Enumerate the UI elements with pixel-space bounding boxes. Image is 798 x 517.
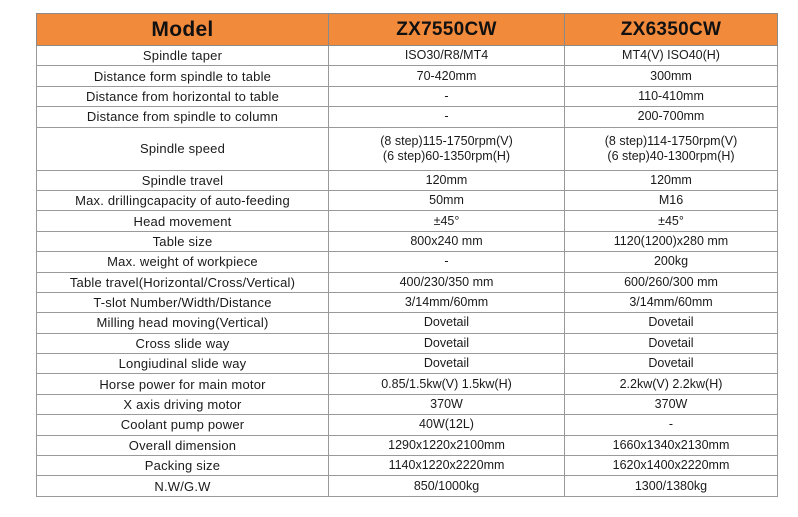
spec-value-line: 2.2kw(V) 2.2kw(H) [619,376,723,391]
spec-label: Overall dimension [37,435,329,455]
spec-value-zx7550cw [329,456,565,476]
spec-value-line: - [444,109,449,124]
spec-value-line: 3/14mm/60mm [404,295,489,310]
spec-table-container [36,13,777,497]
spec-value-line: 70-420mm [416,68,477,83]
table-row [37,394,778,414]
spec-value-zx7550cw [329,333,565,353]
table-row [37,476,778,496]
spec-value-line: Dovetail [423,315,470,330]
spec-value-zx6350cw [565,476,778,496]
spec-value-line: 1290x1220x2100mm [388,437,505,452]
spec-value-line: MT4(V) ISO40(H) [622,48,720,63]
spec-value-line: - [668,417,674,432]
table-row [37,107,778,127]
table-row [37,231,778,251]
spec-label: Spindle taper [37,46,329,66]
spec-label: N.W/G.W [37,476,329,496]
header-model-label: Model [37,14,329,46]
spec-label: Packing size [37,456,329,476]
spec-value-line: 800x240 mm [410,233,483,248]
spec-value-zx6350cw [565,211,778,231]
spec-value-line: Dovetail [423,335,470,350]
spec-label: Longiudinal slide way [37,354,329,374]
table-row [37,435,778,455]
spec-value-zx6350cw [565,313,778,333]
table-row [37,374,778,394]
spec-value-zx6350cw [565,86,778,106]
spec-value-line: ±45° [658,213,684,228]
spec-value-zx6350cw [565,107,778,127]
spec-value-zx7550cw [329,46,565,66]
spec-value-zx6350cw [565,272,778,292]
table-row [37,66,778,86]
spec-value-zx7550cw [329,313,565,333]
spec-label: Table travel(Horizontal/Cross/Vertical) [37,272,329,292]
spec-value-zx7550cw [329,252,565,272]
spec-label: Cross slide way [37,333,329,353]
spec-value-line: 300mm [650,68,692,83]
spec-value-zx7550cw [329,86,565,106]
spec-value-line: Dovetail [423,356,470,371]
spec-value-line: (6 step)40-1300rpm(H) [607,148,735,163]
spec-value-zx7550cw [329,476,565,496]
spec-label: X axis driving motor [37,394,329,414]
spec-value-zx6350cw [565,394,778,414]
spec-value-line: Dovetail [648,356,694,371]
spec-value-line: 1120(1200)x280 mm [613,233,729,248]
spec-value-line: Dovetail [648,315,694,330]
spec-value-line: - [444,88,449,103]
spec-value-zx7550cw [329,231,565,251]
spec-label: Spindle travel [37,170,329,190]
spec-value-zx6350cw [565,435,778,455]
spec-value-zx7550cw [329,272,565,292]
table-row [37,415,778,435]
table-row [37,292,778,312]
spec-value-line: 200kg [653,254,689,269]
spec-value-line: M16 [658,193,684,208]
spec-label: T-slot Number/Width/Distance [37,292,329,312]
spec-value-zx7550cw [329,190,565,210]
spec-value-line: 200-700mm [637,109,705,124]
spec-value-zx6350cw [565,292,778,312]
spec-label: Table size [37,231,329,251]
spec-value-line: 1140x1220x2220mm [388,458,505,473]
table-row [37,211,778,231]
spec-value-zx6350cw [565,170,778,190]
spec-value-line: 40W(12L) [419,417,474,432]
spec-value-zx7550cw [329,394,565,414]
spec-value-zx7550cw [329,170,565,190]
spec-value-line: 1300/1380kg [634,478,708,493]
table-row [37,46,778,66]
spec-label: Distance from spindle to column [37,107,329,127]
spec-value-zx6350cw [565,354,778,374]
spec-value-line: 110-410mm [638,88,704,103]
spec-value-zx7550cw [329,292,565,312]
spec-value-zx6350cw [565,66,778,86]
spec-label: Max. drillingcapacity of auto-feeding [37,190,329,210]
spec-label: Head movement [37,211,329,231]
spec-label: Distance form spindle to table [37,66,329,86]
spec-value-line: 3/14mm/60mm [629,295,713,310]
spec-value-line: 1620x1400x2220mm [612,458,730,473]
spec-value-line: 50mm [429,193,464,208]
spec-value-line: 600/260/300 mm [624,274,718,289]
spec-label: Spindle speed [37,127,329,170]
spec-value-zx7550cw [329,374,565,394]
spec-value-line: 370W [654,397,688,412]
header-model-a: ZX7550CW [329,14,565,46]
header-row [37,14,778,46]
spec-label: Max. weight of workpiece [37,252,329,272]
spec-label: Horse power for main motor [37,374,329,394]
table-row [37,86,778,106]
table-row [37,190,778,210]
table-row [37,354,778,374]
spec-value-zx6350cw [565,415,778,435]
spec-value-line: 1660x1340x2130mm [612,437,730,452]
spec-value-zx6350cw [565,374,778,394]
spec-value-zx6350cw [565,333,778,353]
spec-value-line: ±45° [433,213,460,228]
spec-table-body [37,46,778,497]
spec-value-line: Dovetail [648,335,694,350]
spec-value-zx6350cw [565,127,778,170]
spec-value-line: 120mm [650,172,692,187]
spec-value-line: (8 step)115-1750rpm(V) [380,133,513,148]
spec-label: Milling head moving(Vertical) [37,313,329,333]
spec-value-line: ISO30/R8/MT4 [404,48,489,63]
spec-value-zx7550cw [329,66,565,86]
table-row [37,456,778,476]
spec-value-zx7550cw [329,415,565,435]
spec-value-zx6350cw [565,456,778,476]
table-row [37,127,778,170]
spec-value-line: 850/1000kg [413,478,480,493]
spec-value-zx6350cw [565,252,778,272]
spec-value-zx6350cw [565,46,778,66]
table-row [37,333,778,353]
spec-table [36,13,778,497]
spec-value-line: 370W [430,397,463,412]
spec-value-zx6350cw [565,231,778,251]
spec-value-zx7550cw [329,211,565,231]
spec-value-zx7550cw [329,354,565,374]
table-row [37,170,778,190]
header-model-b: ZX6350CW [565,14,778,46]
spec-value-line: - [444,254,449,269]
spec-label: Distance from horizontal to table [37,86,329,106]
spec-value-line: 400/230/350 mm [399,274,494,289]
table-row [37,313,778,333]
spec-value-zx6350cw [565,190,778,210]
spec-value-line: 120mm [425,172,468,187]
spec-label: Coolant pump power [37,415,329,435]
spec-value-line: 0.85/1.5kw(V) 1.5kw(H) [381,376,512,391]
spec-value-zx7550cw [329,435,565,455]
table-row [37,252,778,272]
table-row [37,272,778,292]
spec-value-zx7550cw [329,127,565,170]
spec-value-zx7550cw [329,107,565,127]
spec-value-line: (8 step)114-1750rpm(V) [604,133,738,148]
spec-value-line: (6 step)60-1350rpm(H) [382,148,511,163]
